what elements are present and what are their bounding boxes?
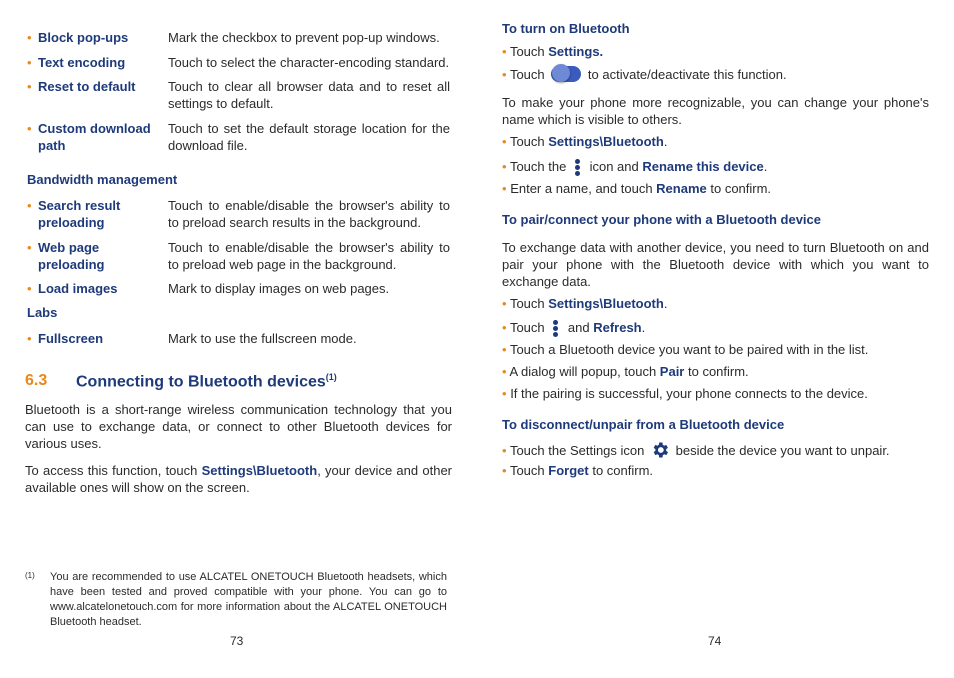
pair-1-bold: Settings\Bluetooth [548,296,664,311]
footnote-text: You are recommended to use ALCATEL ONETOUCH Bluetooth headsets, which have been tested and proved compatible with your phone. You can go to www.alcatelonetouch.com for more information about the ALCATEL ONETOUCH Bluetooth headset. [50,571,447,628]
bullet-dot: • [27,281,32,296]
vertical-dots-menu-icon [553,319,559,338]
term-web-preloading: Web page [38,240,100,255]
pair-2-bold: Refresh [593,320,642,335]
pair-step-5 [502,385,868,402]
toggle-switch-icon [551,66,581,82]
disconnect-heading: To disconnect/unpair from a Bluetooth device [502,417,785,432]
turn-on-2-pre: Touch [509,67,545,82]
gear-icon [650,440,670,460]
pair-4-post: to confirm. [684,364,749,379]
term-search-preloading-l2: preloading [38,215,105,230]
bandwidth-heading: Bandwidth management [27,172,178,187]
bluetooth-intro: Bluetooth is a short-range wireless communication technology that you can use to exchange data, or connect to other Bluetooth devices for various uses. [25,402,452,451]
pair-step-1 [502,295,667,312]
turn-on-step-2 [502,66,787,83]
rename-step-1 [502,133,667,150]
disc-2-post: to confirm. [588,463,654,478]
bullet-dot: • [502,342,507,357]
pair-heading: To pair/connect your phone with a Bluetooth device [502,212,822,227]
turn-on-heading: To turn on Bluetooth [502,21,630,36]
desc-reset-default: Touch to clear all browser data and to reset all settings to default. [168,79,450,111]
pair-3: Touch a Bluetooth device you want to be paired with in the list. [509,342,869,357]
bullet-dot: • [502,159,507,174]
term-custom-download-l2: path [38,138,66,153]
access-pre: To access this function, touch [25,463,202,478]
bullet-dot: • [27,331,32,346]
bullet-dot: • [502,364,507,379]
rename-step-2 [502,158,767,177]
pair-4-bold: Pair [659,364,685,379]
pair-4-pre: A dialog will popup, touch [509,364,660,379]
pair-intro: To exchange data with another device, you need to turn Bluetooth on and pair your phone with the Bluetooth device with which you want to exchange data. [502,240,929,289]
bullet-dot: • [502,181,507,196]
page-number-left: 73 [230,634,244,648]
bullet-dot: • [27,198,32,213]
turn-on-step-1 [502,43,603,60]
rename-1-pre: Touch [509,134,549,149]
pair-2-post: . [641,320,646,335]
bullet-dot: • [502,320,507,335]
disconnect-step-1 [502,440,890,460]
disc-2-bold: Forget [548,463,589,478]
desc-custom-download: Touch to set the default storage location for the download file. [168,121,450,153]
pair-step-4 [502,363,749,380]
desc-block-popups: Mark the checkbox to prevent pop-up windows. [168,30,440,45]
bullet-dot: • [502,67,507,82]
bullet-dot: • [502,296,507,311]
access-bold: Settings\Bluetooth [201,463,318,478]
disconnect-step-2 [502,462,653,479]
term-fullscreen: Fullscreen [38,331,104,346]
vertical-dots-menu-icon [575,158,581,177]
pair-step-2 [502,319,645,338]
desc-web-preloading: Touch to enable/disable the browser's ability to to preload web page in the background. [168,240,450,272]
bullet-dot: • [27,240,32,255]
desc-search-preloading: Touch to enable/disable the browser's ability to to preload search results in the background. [168,198,450,230]
term-text-encoding: Text encoding [38,55,126,70]
turn-on-2-post: to activate/deactivate this function. [587,67,787,82]
rename-2-bold: Rename this device [642,159,764,174]
bullet-dot: • [502,44,507,59]
bullet-dot: • [502,443,507,458]
rename-1-bold: Settings\Bluetooth [548,134,664,149]
section-number: 6.3 [25,372,48,389]
term-load-images: Load images [38,281,118,296]
pair-5: If the pairing is successful, your phone connects to the device. [510,386,868,401]
disc-1-pre: Touch the Settings icon [509,443,645,458]
section-title-text: Connecting to Bluetooth devices [76,373,326,391]
bullet-dot: • [27,55,32,70]
term-reset-default: Reset to default [38,79,136,94]
desc-load-images: Mark to display images on web pages. [168,281,390,296]
bullet-dot: • [27,79,32,94]
section-footnote-ref: (1) [325,372,337,382]
term-search-preloading: Search result [38,198,121,213]
pair-1-post: . [663,296,668,311]
rename-2-post: . [763,159,768,174]
term-block-popups: Block pop-ups [38,30,129,45]
bullet-dot: • [502,463,507,478]
term-custom-download: Custom download [38,121,151,136]
desc-text-encoding: Touch to select the character-encoding standard. [168,55,450,70]
bullet-dot: • [27,121,32,136]
rename-step-3 [502,180,771,197]
pair-2-pre: Touch [509,320,545,335]
page-number-right: 74 [708,634,722,648]
rename-2-pre: Touch the [509,159,567,174]
term-web-preloading-l2: preloading [38,257,105,272]
bullet-dot: • [502,134,507,149]
access-post: , your device and other available ones will show on the screen. [25,463,452,495]
desc-fullscreen: Mark to use the fullscreen mode. [168,331,357,346]
rename-1-post: . [663,134,668,149]
bullet-dot: • [502,386,507,401]
labs-heading: Labs [27,305,58,320]
rename-3-pre: Enter a name, and touch [510,181,657,196]
recognizable-paragraph: To make your phone more recognizable, you can change your phone's name which is visible to others. [502,95,929,127]
disc-1-post: beside the device you want to unpair. [675,443,890,458]
rename-3-post: to confirm. [706,181,772,196]
disc-2-pre: Touch [509,463,549,478]
turn-on-1-bold: Settings. [548,44,604,59]
pair-step-3 [502,341,868,358]
bullet-dot: • [27,30,32,45]
rename-3-bold: Rename [656,181,707,196]
rename-2-mid: icon and [589,159,643,174]
pair-2-mid: and [567,320,594,335]
turn-on-1-pre: Touch [509,44,549,59]
footnote-mark: (1) [25,571,35,580]
pair-1-pre: Touch [509,296,549,311]
